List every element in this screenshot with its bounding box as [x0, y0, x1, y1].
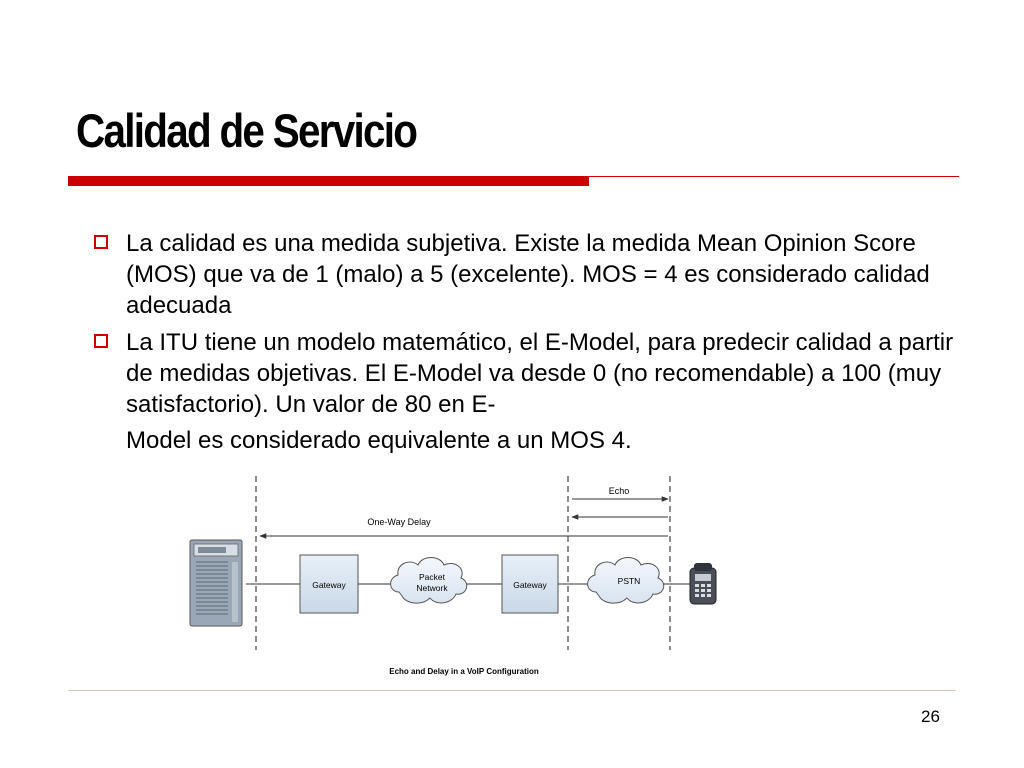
bullet-text: La ITU tiene un modelo matemático, el E-Model, para predecir calidad a partir de medidas objetivas. El E-Model va desde 0 (no recomendable) a 100 (muy satisfactorio). Un valor de 80 en E- [126, 329, 954, 418]
slide-title: Calidad de Servicio [76, 104, 417, 157]
bullet-text-last-line: Model es considerado equivalente a un MOS 4. [126, 427, 632, 454]
telephone-icon [690, 563, 716, 604]
gateway-right-label: Gateway [513, 580, 547, 590]
square-bullet-icon [94, 334, 108, 348]
bullet-item [90, 228, 960, 321]
diagram-caption: Echo and Delay in a VoIP Configuration [389, 667, 539, 676]
server-icon [190, 540, 242, 626]
pstn-label: PSTN [617, 576, 641, 586]
echo-label: Echo [608, 486, 630, 496]
delay-label: One-Way Delay [367, 517, 431, 527]
bullet-list [90, 228, 960, 462]
gateway-left-label: Gateway [312, 580, 346, 590]
square-bullet-icon [94, 235, 108, 249]
footer-rule [68, 690, 956, 691]
title-underline-thick [68, 176, 589, 186]
cloud-label-line1: Packet [419, 572, 445, 582]
page-number: 26 [921, 707, 940, 726]
title-underline-thin [589, 176, 959, 177]
cloud-label-line2: Network [416, 583, 448, 593]
bullet-text: La calidad es una medida subjetiva. Existe la medida Mean Opinion Score (MOS) que va de 1 (malo) a 5 (excelente). MOS = 4 es considerado calidad adecuada [126, 230, 930, 319]
bullet-item [90, 327, 960, 456]
voip-diagram [184, 470, 744, 682]
